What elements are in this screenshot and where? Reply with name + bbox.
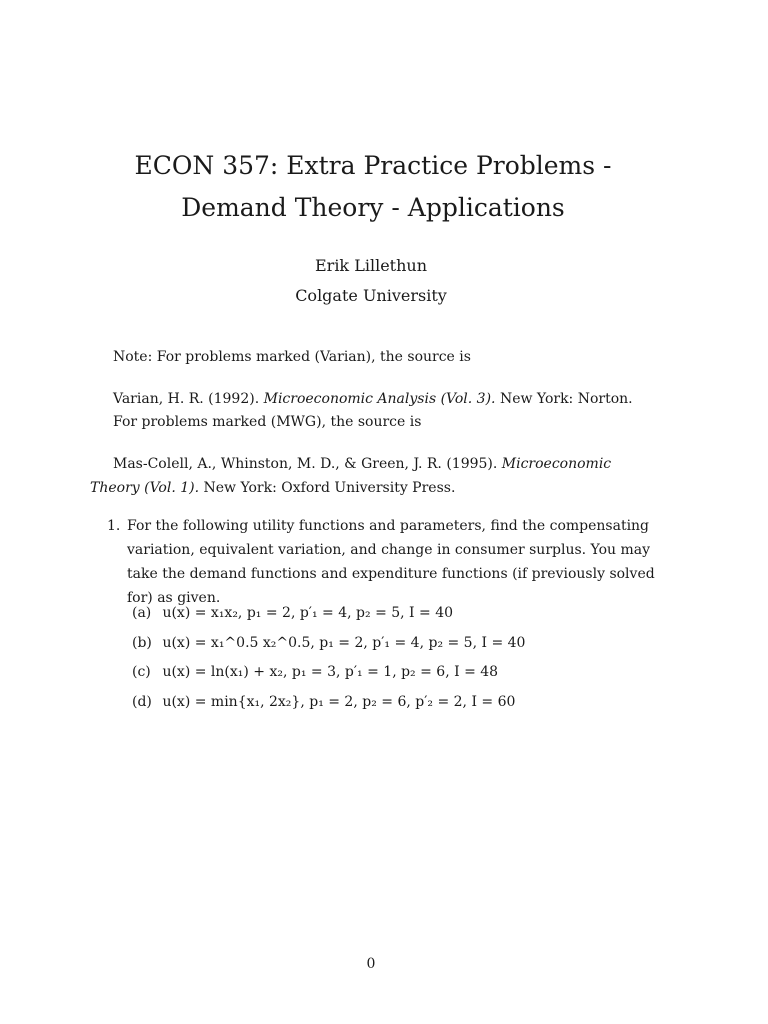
note-mwg-intro: For problems marked (MWG), the source is — [113, 414, 422, 430]
varian-ref-title: Microeconomic Analysis (Vol. 3). — [263, 391, 496, 407]
varian-reference — [113, 387, 673, 411]
part-c — [132, 660, 525, 690]
varian-ref-publisher: New York: Norton. — [495, 391, 633, 407]
author-name: Erik Lillethun — [314, 256, 427, 275]
note-varian-intro: Note: For problems marked (Varian), the source is — [113, 349, 471, 365]
part-label: (c) — [132, 664, 151, 680]
problem-1 — [107, 514, 667, 610]
part-equation: u(x) = min{x₁, 2x₂}, p₁ = 2, p₂ = 6, p′₂ = 2, I = 60 — [162, 693, 516, 710]
part-b — [132, 631, 525, 661]
problem-parts — [132, 601, 525, 719]
document-title: ECON 357: Extra Practice Problems - Demand Theory - Applications — [134, 151, 612, 222]
mwg-reference — [90, 452, 665, 500]
problem-text: For the following utility functions and parameters, find the compensating variation, equivalent variation, and change in consumer surplus. You may take the demand functions and expenditure functions (if previously solved for) as given. — [127, 518, 655, 606]
problem-number: 1. — [107, 518, 121, 534]
mwg-ref-publisher: New York: Oxford University Press. — [199, 480, 456, 496]
varian-ref-authors: Varian, H. R. (1992). — [113, 391, 264, 407]
part-equation: u(x) = x₁x₂, p₁ = 2, p′₁ = 4, p₂ = 5, I = 40 — [162, 605, 454, 621]
page-number: 0 — [366, 956, 376, 972]
part-a — [132, 601, 525, 631]
part-equation: u(x) = x₁^0.5 x₂^0.5, p₁ = 2, p′₁ = 4, p₂ = 5, I = 40 — [162, 634, 526, 651]
mwg-ref-title: Microeconomic Theory (Vol. 1). — [90, 456, 612, 496]
part-label: (b) — [132, 634, 152, 651]
author-affiliation: Colgate University — [295, 286, 447, 305]
part-label: (d) — [132, 693, 152, 710]
part-equation: u(x) = ln(x₁) + x₂, p₁ = 3, p′₁ = 1, p₂ = 6, I = 48 — [162, 664, 499, 680]
part-label: (a) — [132, 605, 152, 621]
part-d — [132, 690, 525, 720]
mwg-ref-authors: Mas-Colell, A., Whinston, M. D., & Green, J. R. (1995). — [113, 456, 502, 472]
